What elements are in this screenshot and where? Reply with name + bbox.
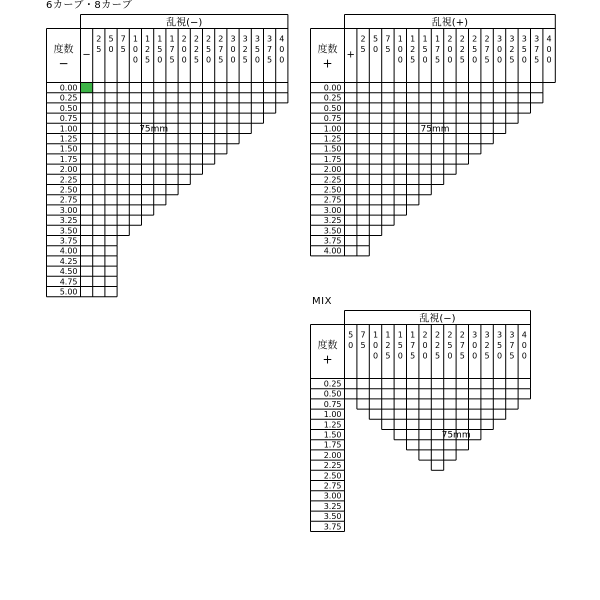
cylinder-tick-label: 2 — [96, 34, 102, 44]
sphere-value: 5.00 — [59, 287, 78, 297]
sphere-value: 2.25 — [59, 175, 78, 185]
cylinder-tick-label: 0 — [372, 45, 379, 54]
cylinder-tick-label: 0 — [422, 341, 428, 350]
cylinder-tick-label: 3 — [509, 34, 515, 44]
cylinder-tick-label: 0 — [496, 55, 503, 65]
sphere-value: 1.25 — [59, 134, 78, 144]
cylinder-tick-label: 2 — [509, 45, 515, 54]
table-grid — [46, 14, 288, 297]
sphere-value: 4.00 — [323, 246, 342, 256]
cylinder-title: 乱視(+) — [431, 17, 468, 29]
cylinder-tick-label: 2 — [459, 45, 465, 54]
cylinder-tick-label: 0 — [496, 351, 503, 361]
cylinder-tick-label: 7 — [169, 45, 175, 54]
cylinder-tick-label: 5 — [385, 45, 391, 54]
sphere-value: 0.25 — [323, 93, 342, 103]
table-grid — [310, 14, 556, 256]
cylinder-tick-label: 0 — [472, 55, 478, 65]
sphere-value: 0.00 — [323, 83, 342, 93]
cylinder-tick-label: 2 — [242, 45, 248, 54]
cylinder-tick-label: 5 — [254, 45, 260, 54]
cylinder-tick-label: 2 — [181, 34, 187, 44]
sphere-value: 1.75 — [59, 154, 78, 164]
cylinder-tick-label: 7 — [120, 34, 126, 44]
cylinder-tick-label: 1 — [157, 34, 163, 44]
cylinder-tick-label: 7 — [360, 330, 366, 340]
sphere-value: 0.50 — [59, 103, 78, 113]
cylinder-tick-label: 2 — [218, 34, 224, 44]
cylinder-tick-label: 5 — [360, 341, 366, 350]
cylinder-tick-label: 0 — [397, 55, 403, 65]
cylinder-tick-label: 5 — [484, 55, 490, 65]
sphere-value: 1.50 — [323, 430, 342, 440]
table-grid — [310, 310, 531, 532]
cylinder-tick-label: 0 — [279, 55, 285, 65]
sphere-value: 4.50 — [59, 267, 78, 277]
sphere-value: 2.75 — [323, 195, 342, 205]
sphere-value: 2.50 — [59, 185, 78, 195]
cylinder-tick-label: 0 — [397, 45, 403, 54]
cylinder-tick-label: 2 — [193, 34, 199, 44]
cylinder-tick-label: 5 — [434, 55, 441, 65]
cylinder-tick-label: 5 — [434, 351, 441, 361]
cylinder-tick-label: 0 — [181, 55, 187, 65]
cylinder-tick-label: 1 — [410, 34, 416, 44]
cylinder-tick-label: 7 — [534, 45, 540, 54]
cylinder-tick-label: 5 — [509, 55, 515, 65]
cylinder-tick-label: 4 — [279, 34, 285, 44]
cylinder-tick-label: 0 — [372, 351, 379, 361]
cylinder-tick-label: 2 — [385, 341, 391, 350]
sphere-value: 0.75 — [323, 399, 342, 409]
cylinder-tick-label: 4 — [546, 34, 552, 44]
lens-table-mix — [310, 310, 531, 532]
cylinder-tick-label: 5 — [422, 45, 428, 54]
cylinder-tick-label: 5 — [459, 351, 465, 361]
cylinder-tick-label: 1 — [169, 34, 175, 44]
cylinder-tick-label: 3 — [242, 34, 248, 44]
mix-title: MIX — [312, 296, 332, 307]
cylinder-tick-label: 0 — [132, 55, 138, 65]
sphere-value: 3.75 — [323, 236, 342, 246]
sphere-sign: − — [58, 56, 69, 71]
cylinder-tick-label: 4 — [521, 330, 527, 340]
cylinder-tick-label: 0 — [447, 55, 453, 65]
sphere-value: 1.25 — [323, 134, 342, 144]
cylinder-tick-label: 2 — [459, 34, 465, 44]
cylinder-tick-label: 0 — [181, 45, 187, 54]
cylinder-tick-label: 0 — [447, 351, 453, 361]
cylinder-tick-label: 5 — [96, 45, 102, 54]
size-label: 75mm — [441, 430, 471, 441]
cylinder-tick-label: 2 — [360, 34, 366, 44]
cylinder-tick-label: 7 — [509, 341, 515, 350]
cylinder-tick-label: 2 — [434, 330, 441, 340]
cylinder-tick-label: 1 — [385, 330, 391, 340]
cylinder-tick-label: 0 — [422, 351, 428, 361]
cylinder-tick-label: 0 — [496, 45, 503, 54]
cylinder-tick-label: 5 — [206, 45, 212, 54]
cylinder-tick-label: 7 — [484, 45, 490, 54]
cylinder-tick-label: 5 — [397, 341, 403, 350]
cylinder-tick-label: 5 — [267, 55, 273, 65]
cylinder-tick-label: 0 — [279, 45, 285, 54]
sphere-value: 3.50 — [59, 226, 78, 236]
cylinder-sign: + — [346, 49, 355, 61]
cylinder-tick-label: 7 — [459, 341, 465, 350]
cylinder-tick-label: 5 — [120, 45, 126, 54]
sphere-value: 0.75 — [59, 114, 78, 124]
sphere-value: 3.50 — [323, 226, 342, 236]
sphere-value: 3.50 — [323, 512, 342, 522]
sphere-value: 3.00 — [323, 205, 342, 215]
cylinder-tick-label: 5 — [193, 55, 199, 65]
cylinder-tick-label: 0 — [521, 341, 527, 350]
sphere-sign: + — [322, 352, 333, 367]
cylinder-tick-label: 5 — [484, 351, 490, 361]
cylinder-tick-label: 5 — [509, 351, 515, 361]
cylinder-tick-label: 2 — [447, 34, 453, 44]
cylinder-tick-label: 0 — [230, 55, 236, 65]
cylinder-tick-label: 7 — [218, 45, 224, 54]
cylinder-tick-label: 0 — [397, 351, 403, 361]
cylinder-tick-label: 5 — [360, 45, 366, 54]
cylinder-title: 乱視(−) — [166, 17, 203, 29]
cylinder-tick-label: 3 — [509, 330, 515, 340]
cylinder-tick-label: 1 — [132, 34, 138, 44]
cylinder-tick-label: 5 — [157, 45, 163, 54]
cylinder-tick-label: 2 — [484, 341, 490, 350]
cylinder-tick-label: 5 — [534, 55, 540, 65]
sphere-value: 3.75 — [59, 236, 78, 246]
cylinder-tick-label: 2 — [472, 34, 478, 44]
sphere-value: 4.75 — [59, 277, 78, 287]
sphere-label: 度数 — [317, 44, 338, 56]
sphere-value: 2.25 — [323, 461, 342, 471]
cylinder-tick-label: 0 — [546, 55, 552, 65]
cylinder-tick-label: 0 — [447, 45, 453, 54]
cylinder-sign: − — [82, 49, 91, 61]
sphere-value: 3.00 — [323, 491, 342, 501]
cylinder-tick-label: 3 — [267, 34, 273, 44]
cylinder-tick-label: 3 — [254, 34, 260, 44]
sphere-value: 1.25 — [323, 420, 342, 430]
sphere-value: 2.50 — [323, 185, 342, 195]
cylinder-tick-label: 2 — [206, 34, 212, 44]
cylinder-tick-label: 7 — [385, 34, 391, 44]
cylinder-tick-label: 3 — [496, 34, 503, 44]
sphere-value: 0.25 — [59, 93, 78, 103]
sphere-value: 3.75 — [323, 522, 342, 532]
sphere-value: 0.25 — [323, 379, 342, 389]
sphere-value: 3.25 — [59, 216, 78, 226]
lens-table-plus-cylinder — [310, 14, 556, 256]
sphere-value: 1.00 — [323, 124, 342, 134]
cylinder-tick-label: 7 — [410, 341, 416, 350]
sphere-value: 3.25 — [323, 501, 342, 511]
cylinder-tick-label: 0 — [422, 55, 428, 65]
cylinder-tick-label: 5 — [385, 351, 391, 361]
sphere-value: 0.75 — [323, 114, 342, 124]
cylinder-tick-label: 0 — [372, 341, 379, 350]
cylinder-tick-label: 5 — [348, 330, 354, 340]
cylinder-tick-label: 0 — [521, 55, 527, 65]
lens-table-minus-cylinder — [46, 14, 288, 297]
cylinder-tick-label: 7 — [267, 45, 273, 54]
sphere-value: 4.25 — [59, 256, 78, 266]
cylinder-tick-label: 3 — [521, 34, 527, 44]
cylinder-tick-label: 5 — [242, 55, 248, 65]
cylinder-tick-label: 0 — [472, 351, 478, 361]
cylinder-tick-label: 0 — [348, 341, 354, 350]
cylinder-tick-label: 1 — [422, 34, 428, 44]
cylinder-tick-label: 2 — [434, 341, 441, 350]
size-label: 75mm — [420, 124, 450, 135]
cylinder-tick-label: 0 — [157, 55, 163, 65]
cylinder-tick-label: 5 — [459, 55, 465, 65]
cylinder-tick-label: 1 — [397, 330, 403, 340]
sphere-sign: + — [322, 56, 333, 71]
cylinder-tick-label: 3 — [230, 34, 236, 44]
size-label: 75mm — [139, 124, 169, 135]
sphere-label: 度数 — [53, 44, 74, 56]
cylinder-tick-label: 0 — [472, 341, 478, 350]
cylinder-tick-label: 5 — [218, 55, 224, 65]
sphere-value: 2.50 — [323, 471, 342, 481]
cylinder-tick-label: 5 — [410, 351, 416, 361]
cylinder-tick-label: 1 — [397, 34, 403, 44]
cylinder-tick-label: 5 — [447, 341, 453, 350]
cylinder-tick-label: 7 — [434, 45, 441, 54]
sphere-value: 2.00 — [323, 450, 342, 460]
cylinder-tick-label: 0 — [132, 45, 138, 54]
cylinder-tick-label: 5 — [145, 55, 151, 65]
sphere-value: 3.25 — [323, 216, 342, 226]
cylinder-tick-label: 3 — [484, 330, 490, 340]
page-title: 6カーブ・8カーブ — [46, 0, 133, 11]
cylinder-tick-label: 2 — [459, 330, 465, 340]
cylinder-tick-label: 5 — [410, 55, 416, 65]
cylinder-tick-label: 0 — [206, 55, 212, 65]
sphere-value: 2.75 — [59, 195, 78, 205]
cylinder-tick-label: 0 — [108, 45, 114, 54]
sphere-label: 度数 — [317, 340, 338, 352]
sphere-value: 4.00 — [59, 246, 78, 256]
highlight-cell — [81, 83, 93, 93]
cylinder-tick-label: 5 — [108, 34, 114, 44]
sphere-value: 0.50 — [323, 389, 342, 399]
cylinder-tick-label: 0 — [254, 55, 260, 65]
sphere-value: 0.00 — [59, 83, 78, 93]
cylinder-tick-label: 1 — [372, 330, 379, 340]
sphere-value: 1.75 — [323, 154, 342, 164]
sphere-value: 1.00 — [59, 124, 78, 134]
sphere-value: 2.25 — [323, 175, 342, 185]
sphere-value: 1.75 — [323, 440, 342, 450]
sphere-value: 2.75 — [323, 481, 342, 491]
cylinder-tick-label: 5 — [472, 45, 478, 54]
cylinder-tick-label: 2 — [145, 45, 151, 54]
sphere-value: 1.50 — [323, 144, 342, 154]
cylinder-title: 乱視(−) — [419, 313, 456, 325]
cylinder-tick-label: 2 — [193, 45, 199, 54]
sphere-value: 3.00 — [59, 205, 78, 215]
cylinder-tick-label: 5 — [496, 341, 503, 350]
cylinder-tick-label: 3 — [534, 34, 540, 44]
sphere-value: 2.00 — [323, 165, 342, 175]
cylinder-tick-label: 3 — [496, 330, 503, 340]
sphere-value: 1.00 — [323, 410, 342, 420]
cylinder-tick-label: 2 — [484, 34, 490, 44]
cylinder-tick-label: 3 — [472, 330, 478, 340]
cylinder-tick-label: 0 — [521, 351, 527, 361]
cylinder-tick-label: 5 — [521, 45, 527, 54]
cylinder-tick-label: 5 — [169, 55, 175, 65]
cylinder-tick-label: 2 — [410, 45, 416, 54]
cylinder-tick-label: 5 — [372, 34, 379, 44]
cylinder-tick-label: 2 — [422, 330, 428, 340]
cylinder-tick-label: 1 — [434, 34, 441, 44]
sphere-value: 2.00 — [59, 165, 78, 175]
cylinder-tick-label: 2 — [447, 330, 453, 340]
cylinder-tick-label: 0 — [546, 45, 552, 54]
cylinder-tick-label: 0 — [230, 45, 236, 54]
cylinder-tick-label: 1 — [145, 34, 151, 44]
cylinder-tick-label: 1 — [410, 330, 416, 340]
sphere-value: 1.50 — [59, 144, 78, 154]
sphere-value: 0.50 — [323, 103, 342, 113]
